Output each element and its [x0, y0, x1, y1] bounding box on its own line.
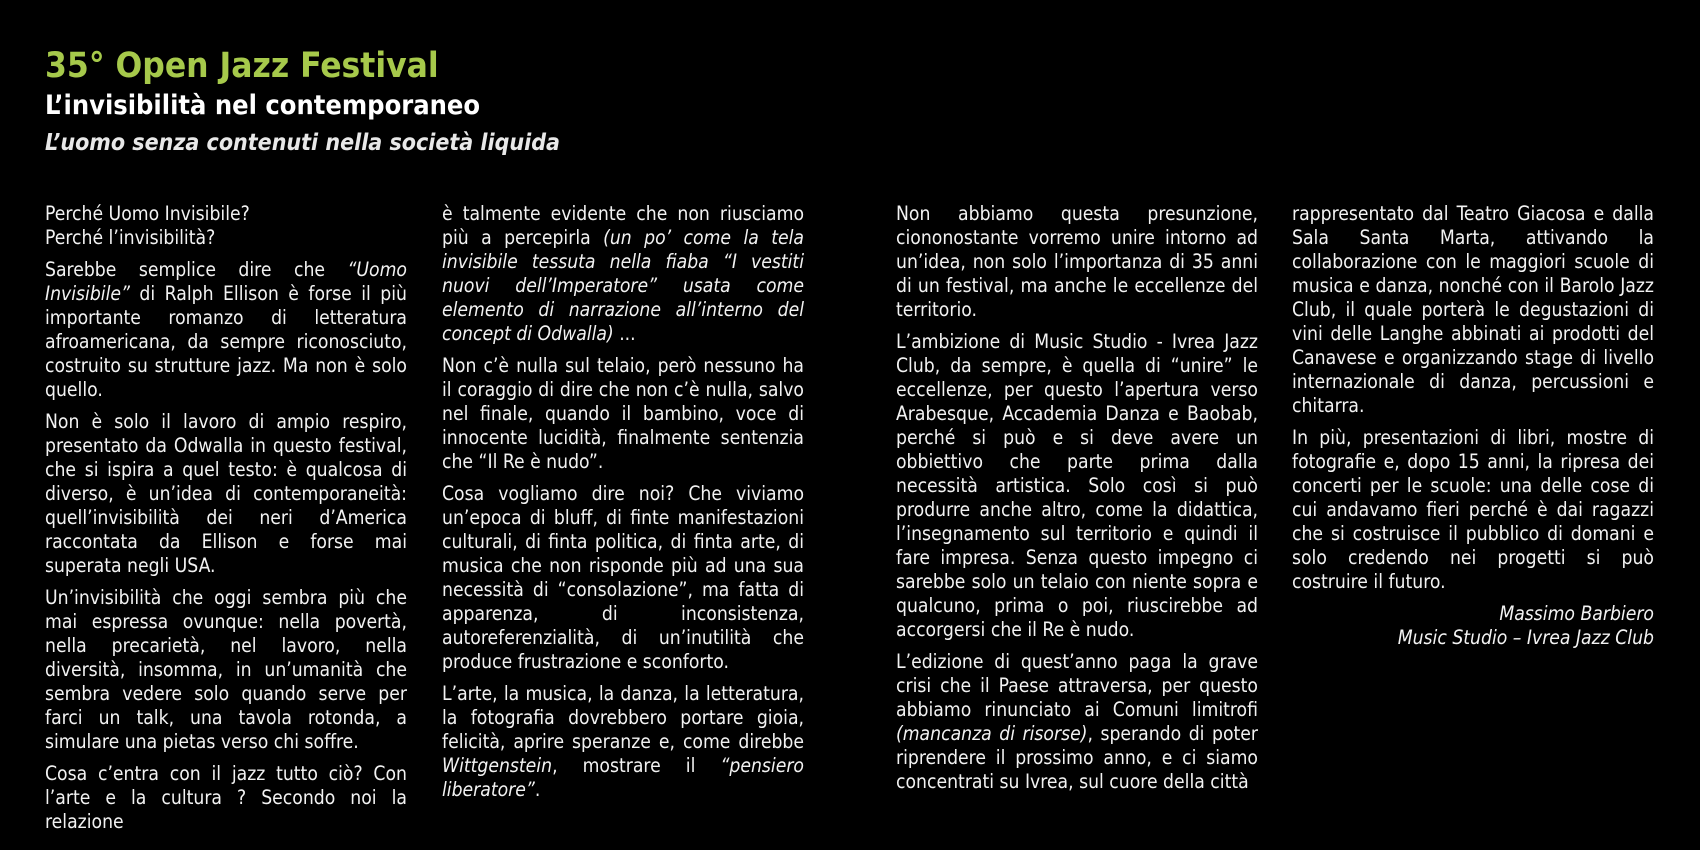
text-run: di Ralph Ellison è forse il più importante romanzo di letteratura afroamericana, da sempre riconosciuto, costruito su strutture jazz. Ma non è solo quello.	[45, 282, 407, 401]
festival-title: 35° Open Jazz Festival	[45, 46, 439, 86]
text-run: L’edizione di quest’anno paga la grave crisi che il Paese attraversa, per questo abbiamo rinunciato ai Comuni limitrofi	[896, 650, 1258, 721]
paragraph: Cosa c’entra con il jazz tutto ciò? Con l’arte e la cultura ? Secondo noi la relazione	[45, 762, 407, 833]
signature-name: Massimo Barbiero	[1499, 602, 1654, 625]
question-2: Perché l’invisibilità?	[45, 226, 216, 249]
paragraph	[45, 258, 407, 402]
text-run: L’arte, la musica, la danza, la letteratura, la fotografia dovrebbero portare gioia, felicità, aprire speranze e, come direbbe	[442, 682, 804, 753]
text-run: .	[534, 778, 541, 801]
text-run: è talmente evidente che non riusciamo più a percepirla	[442, 202, 804, 249]
text-run: ...	[613, 322, 636, 345]
text-column-1	[45, 202, 407, 842]
paragraph: rappresentato dal Teatro Giacosa e dalla Sala Santa Marta, attivando la collaborazione con le maggiori scuole di musica e danza, nonché con il Barolo Jazz Club, il quale porterà le degustazioni di vini delle Langhe abbinati ai prodotti del Canavese e organizzando stage di livello internazionale di danza, percussioni e chitarra.	[1292, 202, 1654, 417]
paragraph: Non c’è nulla sul telaio, però nessuno ha il coraggio di dire che non c’è nulla, salvo nel finale, quando il bambino, voce di innocente lucidità, finalmente sentenzia che “Il Re è nudo”.	[442, 354, 804, 473]
paragraph: Cosa vogliamo dire noi? Che viviamo un’epoca di bluff, di finte manifestazioni culturali, di finta politica, di finta arte, di musica che non risponde più ad una sua necessità di “consolazione”, ma fatta di apparenza, di inconsistenza, autoreferenzialità, di un’inutilità che produce frustrazione e sconforto.	[442, 482, 804, 673]
italic-run: (mancanza di risorse)	[896, 722, 1088, 745]
signature-organization: Music Studio – Ivrea Jazz Club	[1397, 626, 1654, 649]
text-column-4	[1292, 202, 1654, 650]
question-1: Perché Uomo Invisibile?	[45, 202, 250, 225]
paragraph: Un’invisibilità che oggi sembra più che mai espressa ovunque: nella povertà, nella precarietà, nel lavoro, nella diversità, insomma, in un’umanità che sembra vedere solo quando serve per farci un talk, una tavola rotonda, a simulare una pietas verso chi soffre.	[45, 586, 407, 753]
italic-run: “pensiero liberatore”	[442, 754, 804, 801]
festival-subtitle: L’invisibilità nel contemporaneo	[45, 90, 481, 121]
paragraph: Non è solo il lavoro di ampio respiro, presentato da Odwalla in questo festival, che si ispira a quel testo: è qualcosa di diverso, è un’idea di contemporaneità: quell’invisibilità dei neri d’America raccontata da Ellison e forse mai superata negli USA.	[45, 410, 407, 577]
italic-run: Wittgenstein	[442, 754, 553, 777]
paragraph	[896, 650, 1258, 794]
paragraph	[442, 202, 804, 346]
text-column-3	[896, 202, 1258, 802]
text-column-2	[442, 202, 804, 810]
text-run: , mostrare il	[552, 754, 721, 777]
text-run: Sarebbe semplice dire che	[45, 258, 348, 281]
paragraph: In più, presentazioni di libri, mostre di fotografie e, dopo 15 anni, la ripresa dei concerti per le scuole: una delle cose di cui andavamo fieri perché è dai ragazzi che si costruisce il pubblico di domani e solo credendo nei progetti si può costruire il futuro.	[1292, 426, 1654, 593]
signature	[1292, 602, 1654, 650]
text-run: , sperando di poter riprendere il prossimo anno, e ci siamo concentrati su Ivrea, sul cuore della città	[896, 722, 1258, 793]
page-header	[45, 44, 560, 162]
paragraph	[442, 682, 804, 802]
book-title: “Uomo Invisibile”	[45, 258, 407, 305]
paragraph: Non abbiamo questa presunzione, ciononostante vorremo unire intorno ad un’idea, non solo l’importanza di 35 anni di un festival, ma anche le eccellenze del territorio.	[896, 202, 1258, 321]
paragraph: L’ambizione di Music Studio - Ivrea Jazz Club, da sempre, è quella di “unire” le eccellenze, per questo l’apertura verso Arabesque, Accademia Danza e Baobab, perché si può e si deve avere un obbiettivo che parte prima dalla necessità artistica. Solo così si può produrre anche altro, come la didattica, l’insegnamento sul territorio e quindi il fare impresa. Senza questo impegno ci sarebbe solo un telaio con niente sopra e qualcuno, prima o poi, riuscirebbe ad accorgersi che il Re è nudo.	[896, 330, 1258, 641]
italic-run: (un po’ come la tela invisibile tessuta nella fiaba “I vestiti nuovi dell’Imperatore” usata come elemento di narrazione all’interno del concept di Odwalla)	[442, 226, 804, 345]
festival-tagline: L’uomo senza contenuti nella società liquida	[45, 130, 561, 156]
